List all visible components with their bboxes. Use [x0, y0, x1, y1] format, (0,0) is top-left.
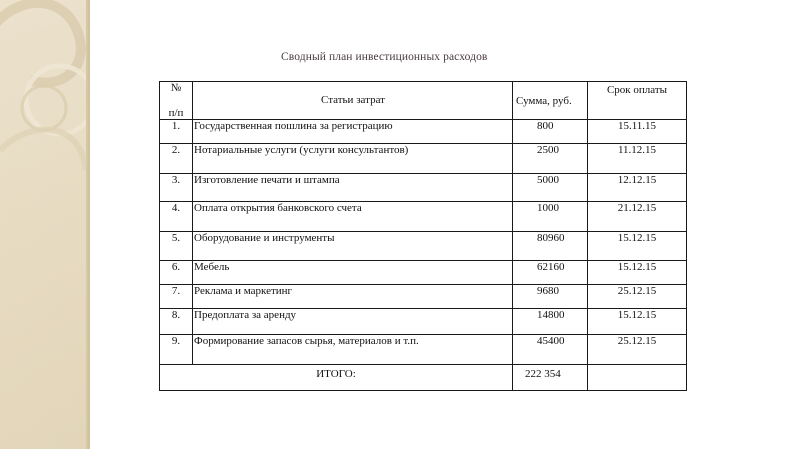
row-item-cell	[193, 120, 513, 144]
row-date: 21.12.15	[617, 202, 657, 214]
row-date: 15.11.15	[617, 120, 657, 132]
row-item: Оборудование и инструменты	[194, 232, 335, 244]
row-item: Реклама и маркетинг	[194, 285, 293, 297]
row-date-cell	[588, 144, 687, 174]
row-date: 12.12.15	[617, 174, 657, 186]
row-item-cell	[193, 174, 513, 202]
row-sum: 9680	[537, 285, 559, 297]
row-item: Предоплата за аренду	[194, 309, 297, 321]
row-number: 4.	[171, 202, 181, 214]
row-sum-cell	[513, 202, 588, 232]
sidebar-edge	[86, 0, 90, 449]
row-item: Формирование запасов сырья, материалов и т.п.	[194, 335, 419, 347]
row-date-cell	[588, 120, 687, 144]
row-sum-cell	[513, 335, 588, 365]
row-item-cell	[193, 285, 513, 309]
total-label-cell	[160, 365, 513, 391]
header-sum-label: Сумма, руб.	[516, 95, 572, 107]
row-date-cell	[588, 174, 687, 202]
row-date-cell	[588, 335, 687, 365]
table-row	[160, 309, 687, 335]
row-number-cell	[160, 174, 193, 202]
row-item-cell	[193, 232, 513, 261]
row-item: Государственная пошлина за регистрацию	[194, 120, 393, 132]
row-number-cell	[160, 261, 193, 285]
row-sum: 1000	[537, 202, 559, 214]
row-sum-cell	[513, 285, 588, 309]
row-number: 7.	[171, 285, 181, 297]
total-row	[160, 365, 687, 391]
swirl-ornament-icon	[0, 0, 86, 449]
table-row	[160, 174, 687, 202]
row-number: 6.	[171, 261, 181, 273]
header-num-top: №	[170, 82, 182, 94]
row-number: 8.	[171, 309, 181, 321]
table-row	[160, 232, 687, 261]
row-sum: 5000	[537, 174, 559, 186]
row-date-cell	[588, 261, 687, 285]
row-item-cell	[193, 202, 513, 232]
row-number: 9.	[171, 335, 181, 347]
row-date-cell	[588, 232, 687, 261]
row-date: 25.12.15	[617, 335, 657, 347]
row-sum-cell	[513, 232, 588, 261]
row-date: 15.12.15	[617, 232, 657, 244]
table-row	[160, 202, 687, 232]
header-date-label: Срок оплаты	[606, 84, 668, 96]
row-date-cell	[588, 202, 687, 232]
row-item: Изготовление печати и штампа	[194, 174, 340, 186]
header-num-bottom: п/п	[168, 107, 184, 119]
row-date: 15.12.15	[617, 309, 657, 321]
row-item-cell	[193, 144, 513, 174]
row-number: 5.	[171, 232, 181, 244]
row-date-cell	[588, 309, 687, 335]
row-sum: 80960	[537, 232, 565, 244]
header-date-cell	[588, 82, 687, 120]
investment-table	[159, 81, 687, 391]
row-sum-cell	[513, 120, 588, 144]
header-num-cell	[160, 82, 193, 120]
total-sum-cell	[513, 365, 588, 391]
table-header-row	[160, 82, 687, 120]
row-item-cell	[193, 335, 513, 365]
row-date: 11.12.15	[617, 144, 657, 156]
row-number: 2.	[171, 144, 181, 156]
row-date: 25.12.15	[617, 285, 657, 297]
table-row	[160, 144, 687, 174]
table-row	[160, 335, 687, 365]
row-sum: 45400	[537, 335, 565, 347]
row-number: 3.	[171, 174, 181, 186]
row-date: 15.12.15	[617, 261, 657, 273]
header-sum-cell	[513, 82, 588, 120]
row-sum: 2500	[537, 144, 559, 156]
row-sum: 14800	[537, 309, 565, 321]
row-number-cell	[160, 232, 193, 261]
row-number-cell	[160, 309, 193, 335]
row-item: Мебель	[194, 261, 230, 273]
header-item-cell	[193, 82, 513, 120]
row-number-cell	[160, 144, 193, 174]
row-sum-cell	[513, 174, 588, 202]
decorative-sidebar	[0, 0, 86, 449]
row-number-cell	[160, 285, 193, 309]
row-number-cell	[160, 335, 193, 365]
row-sum-cell	[513, 309, 588, 335]
row-sum: 800	[537, 120, 554, 132]
row-item: Оплата открытия банковского счета	[194, 202, 362, 214]
row-sum-cell	[513, 144, 588, 174]
table-row	[160, 120, 687, 144]
row-item-cell	[193, 261, 513, 285]
row-item: Нотариальные услуги (услуги консультантов)	[194, 144, 409, 156]
row-item-cell	[193, 309, 513, 335]
table-row	[160, 285, 687, 309]
row-number-cell	[160, 120, 193, 144]
table-row	[160, 261, 687, 285]
row-sum-cell	[513, 261, 588, 285]
header-item-label: Статьи затрат	[321, 94, 385, 106]
row-sum: 62160	[537, 261, 565, 273]
row-number: 1.	[171, 120, 181, 132]
page-title: Сводный план инвестиционных расходов	[281, 51, 488, 63]
total-label: ИТОГО:	[316, 368, 356, 380]
total-sum: 222 354	[525, 368, 561, 380]
row-number-cell	[160, 202, 193, 232]
total-date-cell	[588, 365, 687, 391]
row-date-cell	[588, 285, 687, 309]
